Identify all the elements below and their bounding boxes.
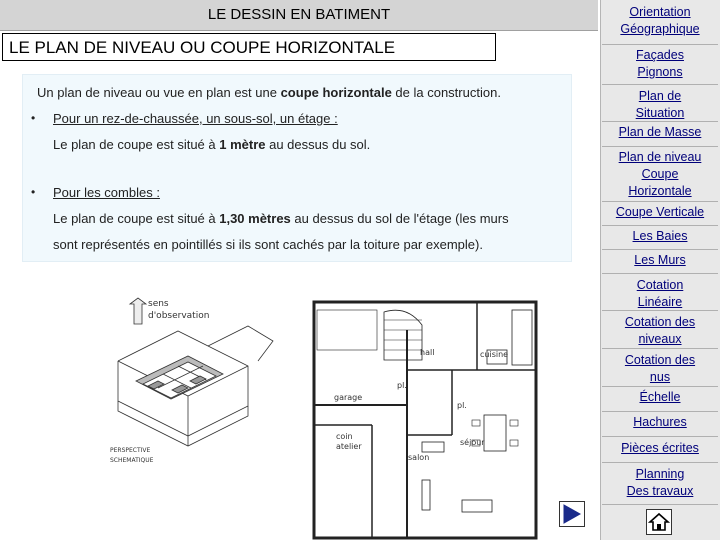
nav-separator <box>602 146 718 147</box>
perspective-drawing <box>108 286 308 476</box>
bullet1-text: Pour un rez-de-chaussée, un sous-sol, un étage : <box>53 111 338 126</box>
room-sejour: séjour <box>460 438 485 447</box>
room-placard-1: pl. <box>397 381 407 390</box>
nav-item-line: Échelle <box>639 390 681 404</box>
next-button[interactable] <box>559 501 585 527</box>
down-arrow-icon <box>130 298 146 324</box>
nav-item-3[interactable] <box>600 124 720 141</box>
nav-item-line: Planning <box>635 467 685 481</box>
nav-item-line: Pignons <box>637 65 683 79</box>
nav-item-line: Coupe <box>641 167 679 181</box>
nav-item-line: nus <box>649 370 671 384</box>
nav-item-line: Orientation <box>629 5 691 19</box>
nav-item-line: Des travaux <box>626 484 694 498</box>
nav-separator <box>602 273 718 274</box>
nav-item-2[interactable] <box>600 88 720 122</box>
nav-separator <box>602 44 718 45</box>
nav-separator <box>602 348 718 349</box>
nav-item-line: Plan de Masse <box>618 125 702 139</box>
sidebar-nav <box>600 0 720 540</box>
nav-item-line: Coupe Verticale <box>615 205 705 219</box>
bullet-dot: • <box>31 111 36 125</box>
bullet2-text: Pour les combles : <box>53 185 160 200</box>
nav-item-6[interactable] <box>600 228 720 245</box>
nav-item-12[interactable] <box>600 414 720 431</box>
text-box <box>22 74 572 262</box>
nav-separator <box>602 225 718 226</box>
room-salon: salon <box>408 453 430 462</box>
nav-separator <box>602 201 718 202</box>
nav-item-line: niveaux <box>638 332 682 346</box>
observation-label-1: sens <box>148 299 169 309</box>
nav-separator <box>602 249 718 250</box>
page-title: LE DESSIN EN BATIMENT <box>207 6 391 23</box>
room-hall: hall <box>420 348 435 357</box>
bullet-dot: • <box>31 185 36 199</box>
room-cuisine: cuisine <box>480 350 509 359</box>
nav-item-13[interactable] <box>600 440 720 457</box>
nav-item-line: Plan de <box>638 89 682 103</box>
nav-item-line: Horizontale <box>628 184 692 198</box>
line1-text: Le plan de coupe est situé à 1 mètre au dessus du sol. <box>53 137 371 152</box>
room-coin: coin <box>336 432 353 441</box>
caption-2: SCHEMATIQUE <box>110 457 154 464</box>
observation-label-2: d'observation <box>148 311 210 321</box>
nav-item-0[interactable] <box>600 4 720 38</box>
nav-item-line: Les Baies <box>632 229 688 243</box>
room-atelier: atelier <box>336 442 362 451</box>
nav-item-line: Cotation des <box>624 353 696 367</box>
room-garage: garage <box>334 393 363 402</box>
room-placard-2: pl. <box>457 401 467 410</box>
nav-item-line: Situation <box>635 106 685 120</box>
floor-plan <box>312 300 538 540</box>
nav-item-8[interactable] <box>600 277 720 311</box>
next-arrow-icon <box>560 502 584 526</box>
nav-item-11[interactable] <box>600 389 720 406</box>
nav-separator <box>602 504 718 505</box>
nav-separator <box>602 436 718 437</box>
nav-item-line: Façades <box>636 48 684 62</box>
nav-item-line: Les Murs <box>634 253 686 267</box>
nav-item-1[interactable] <box>600 47 720 81</box>
home-button[interactable] <box>646 509 672 535</box>
nav-item-line: Cotation <box>636 278 684 292</box>
nav-item-line: Hachures <box>633 415 687 429</box>
nav-item-line: Pièces écrites <box>621 441 699 455</box>
nav-item-line: Cotation des <box>624 315 696 329</box>
line3-text: sont représentés en pointillés si ils sont cachés par la toiture par exemple). <box>53 237 483 252</box>
nav-separator <box>602 462 718 463</box>
nav-item-14[interactable] <box>600 466 720 500</box>
home-icon <box>647 510 671 534</box>
section-title: LE PLAN DE NIVEAU OU COUPE HORIZONTALE <box>2 33 496 61</box>
nav-item-line: Géographique <box>620 22 700 36</box>
nav-separator <box>602 386 718 387</box>
nav-item-9[interactable] <box>600 314 720 348</box>
nav-separator <box>602 310 718 311</box>
nav-separator <box>602 121 718 122</box>
line2-text: Le plan de coupe est situé à 1,30 mètres au dessus du sol de l'étage (les murs <box>53 211 509 226</box>
nav-item-line: Plan de niveau <box>618 150 702 164</box>
nav-separator <box>602 411 718 412</box>
nav-item-5[interactable] <box>600 204 720 221</box>
nav-separator <box>602 84 718 85</box>
nav-item-4[interactable] <box>600 149 720 200</box>
nav-item-7[interactable] <box>600 252 720 269</box>
nav-item-10[interactable] <box>600 352 720 386</box>
intro-text: Un plan de niveau ou vue en plan est une coupe horizontale de la construction. <box>37 85 501 100</box>
caption-1: PERSPECTIVE <box>110 447 151 454</box>
nav-item-line: Linéaire <box>637 295 683 309</box>
